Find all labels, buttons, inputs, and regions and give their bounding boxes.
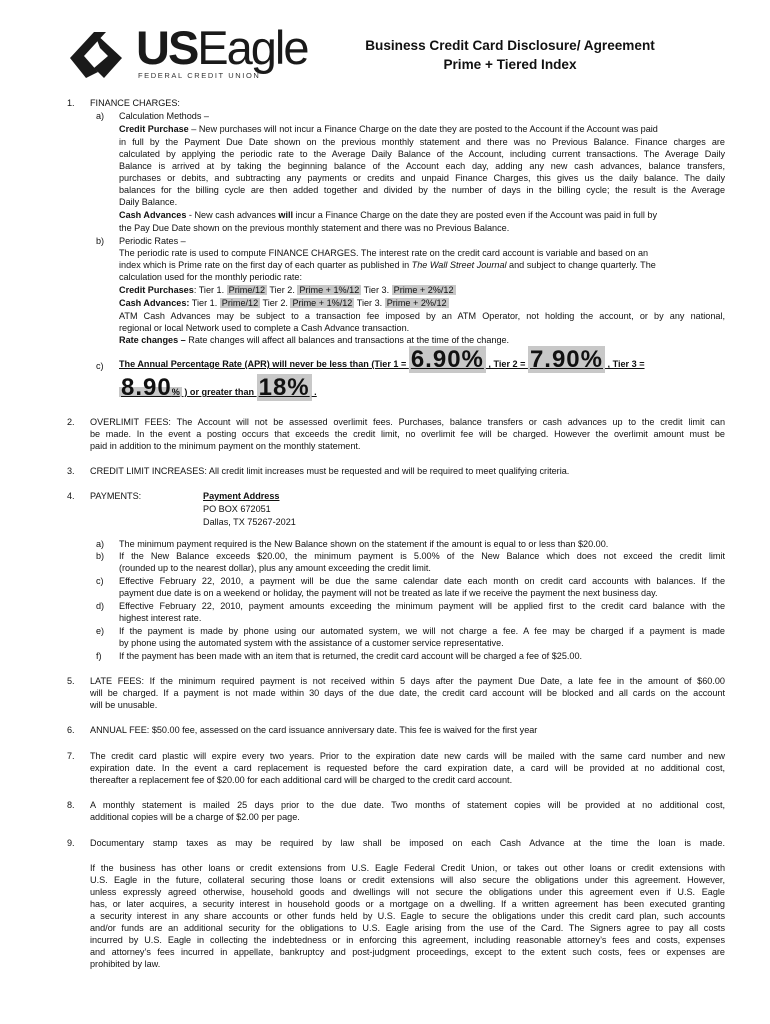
- publication-name: The Wall Street Journal: [411, 260, 507, 270]
- paragraph-line: be made. In the event a posting occurs that exceeds the credit limit, no overlimit fee will be charged. However the overlimit amount must be: [90, 429, 725, 439]
- paragraph-line: Documentary stamp taxes as may be required by law shall be imposed on each Cash Advance at the time the loan is made.: [90, 838, 725, 848]
- text-run: – New purchases will not incur a Finance Charge on the date they are posted to the Account if the Account was paid: [188, 124, 658, 134]
- paragraph-line: The periodic rate is used to compute FINANCE CHARGES. The interest rate on the credit card account is variable and based on an: [119, 248, 649, 258]
- cash-advances-rates: [119, 297, 449, 309]
- paragraph-line: If the New Balance exceeds $20.00, the minimum payment is 5.00% of the New Balance which does not exceed the credit limit: [119, 551, 725, 561]
- section-number: 7.: [67, 751, 75, 761]
- text-run: : Tier 1.: [193, 285, 227, 295]
- document-title: Business Credit Card Disclosure/ Agreement: [365, 38, 655, 53]
- text-run: The Annual Percentage Rate (APR) will never be less than (Tier 1 =: [119, 359, 409, 369]
- paragraph-line: expiration date. In the event a card replacement is requested before the card expiration date, a card will be provided at no additional cost,: [90, 763, 725, 773]
- apr-tier2-field: 7.90%: [529, 346, 603, 373]
- paragraph-line: paid in addition to the minimum payment on the monthly statement.: [90, 441, 361, 451]
- rate-changes-title: Rate changes –: [119, 335, 186, 345]
- section-number: 2.: [67, 417, 75, 427]
- paragraph-line: Effective February 22, 2010, a payment will be due the same calendar date each month on credit card accounts with balances. If the: [119, 576, 725, 586]
- item-label: f): [96, 651, 102, 661]
- rate-row-title: Cash Advances:: [119, 298, 190, 308]
- apr-tier1-field: 6.90%: [410, 346, 484, 373]
- text-run: , Tier 2 =: [485, 359, 528, 369]
- section-number: 5.: [67, 676, 75, 686]
- paragraph-line: prohibited by law.: [90, 959, 161, 969]
- paragraph-line: Effective February 22, 2010, payment amounts exceeding the minimum payment will be applied first to the credit card balance with the: [119, 601, 725, 611]
- cash-advances-title: Cash Advances: [119, 210, 187, 220]
- paragraph-line: (rounded up to the nearest dollar), plus any amount exceeding the credit limit.: [119, 563, 431, 573]
- eagle-mark-icon: [64, 24, 134, 84]
- paragraph-line: additional copies will be a charge of $2.00 per page.: [90, 812, 300, 822]
- payment-address-title: Payment Address: [203, 491, 280, 501]
- item-label: c): [96, 361, 104, 371]
- rate-value-field: Prime + 1%/12: [292, 298, 353, 308]
- address-line: Dallas, TX 75267-2021: [203, 517, 296, 527]
- item-label: b): [96, 551, 105, 561]
- paragraph-line: Balance is arrived at by taking the beginning balance of the Account each day, adding any new cash advances, balance transfers,: [119, 161, 725, 171]
- text-run: ) or greater than: [181, 387, 257, 397]
- apr-statement-cont: [119, 376, 317, 404]
- paragraph-line: a security interest in any share accounts or other funds held by U.S. Eagle to secure the obligations under this credit card plan, such accounts: [90, 911, 725, 921]
- rate-value-field: Prime + 1%/12: [299, 285, 360, 295]
- paragraph-line: in full by the Payment Due Date shown on the previous monthly statement and there was no Previous Balance. Finance charges are: [119, 137, 725, 147]
- paragraph-line: calculation used for the monthly periodic rate:: [119, 272, 302, 282]
- paragraph-line: The credit card plastic will expire every two years. Prior to the expiration date new cards will be mailed with the same card number and new: [90, 751, 725, 761]
- paragraph-line: and/or funds are an additional security for the obligations to U.S. Eagle arising from the use of the Card. The Signers agree to pay all costs: [90, 923, 725, 933]
- rate-value-field: Prime + 2%/12: [386, 298, 447, 308]
- text-run: index which is Prime rate on the first day of each quarter as published in: [119, 260, 412, 270]
- credit-purchase-title: Credit Purchase: [119, 124, 189, 134]
- paragraph-line: by phone using the automated system with the assistance of a customer service representative.: [119, 638, 504, 648]
- paragraph-line: the Pay Due Date shown on the previous monthly statement and there was no Previous Balance.: [119, 223, 510, 233]
- paragraph-line: payment due date is on a weekend or holiday, the payment will not be treated as late if we receive the payment the next business day.: [119, 588, 658, 598]
- paragraph-line: If the payment has been made with an item that is returned, the credit card account will be charged a fee of $25.00.: [119, 651, 583, 661]
- paragraph-line: CREDIT LIMIT INCREASES: All credit limit increases must be requested and will be required to meet qualifying criteria.: [90, 466, 570, 476]
- text-run: Tier 3.: [354, 298, 385, 308]
- subsection-title: Periodic Rates –: [119, 236, 186, 246]
- item-label: c): [96, 576, 104, 586]
- paragraph-line: regional or local Network used to complete a Cash Advance transaction.: [119, 323, 410, 333]
- rate-changes-line: [119, 334, 509, 346]
- text-run: Tier 1.: [189, 298, 220, 308]
- logo-subtitle: FEDERAL CREDIT UNION: [138, 71, 261, 80]
- paragraph-line: balances for the billing cycle are then added together and divided by the number of days in the billing cycle; the result is the Average: [119, 185, 725, 195]
- credit-purchases-rates: [119, 284, 456, 296]
- subsection-title: Calculation Methods –: [119, 111, 209, 121]
- paragraph-line: OVERLIMIT FEES: The Account will not be assessed overlimit fees. Purchases, balance transfers or cash advances up to the credit limit can: [90, 417, 725, 427]
- text-run: - New cash advances: [186, 210, 279, 220]
- us-eagle-logo: [64, 21, 308, 84]
- rate-value-field: Prime + 2%/12: [393, 285, 454, 295]
- paragraph-line: The minimum payment required is the New Balance shown on the statement if the amount is equal to or less than $20.00.: [119, 539, 609, 549]
- paragraph-line: A monthly statement is mailed 25 days prior to the due date. Two months of statement copies will be provided at no additional cost,: [90, 800, 725, 810]
- paragraph-line: and attorney’s fees incurred in appellate, bankruptcy and post-judgment proceedings, except to the extent such costs, fees or expenses are: [90, 947, 725, 957]
- paragraph-line: calculated by applying the periodic rate to the Average Daily Balance of the Account, including current transactions. The Average Daily: [119, 149, 725, 159]
- paragraph-line: will be charged. If a payment is not made within 30 days of the due date, the credit card account will be blocked and all cards on the account: [90, 688, 725, 698]
- section-number: 8.: [67, 800, 75, 810]
- text-run: Tier 2.: [267, 285, 298, 295]
- item-label: a): [96, 111, 105, 121]
- text-run: .: [311, 387, 317, 397]
- cash-advances-line: [119, 209, 657, 221]
- text-run: will: [278, 210, 294, 220]
- text-run: Rate changes will affect all balances and transactions at the time of the change.: [185, 335, 510, 345]
- rate-value-field: Prime/12: [228, 285, 266, 295]
- paragraph-line: If the business has other loans or credit extensions from U.S. Eagle Federal Credit Union, or takes out other loans or credit extensions with: [90, 863, 725, 873]
- paragraph-line: has, or later acquires, a security interest in household goods or a mortgage on a dwelling. If a written agreement has been executed granting: [90, 899, 725, 909]
- section-number: 4.: [67, 491, 75, 501]
- item-label: a): [96, 539, 105, 549]
- paragraph-line: [119, 259, 656, 271]
- credit-purchase-line: [119, 123, 725, 135]
- paragraph-line: LATE FEES: If the minimum required payment is not received within 5 days after the payment Due Date, a late fee in the amount of $60.00: [90, 676, 725, 686]
- apr-max-field: 18%: [258, 374, 310, 401]
- item-label: e): [96, 626, 105, 636]
- text-run: incur a Finance Charge on the date they are posted even if the Account was paid in full by: [293, 210, 658, 220]
- rate-row-title: Credit Purchases: [119, 285, 194, 295]
- text-run: %: [171, 387, 180, 397]
- item-label: b): [96, 236, 105, 246]
- paragraph-line: If the payment is made by phone using our automated system, we will not charge a fee. A fee may be charged if a payment is made: [119, 626, 725, 636]
- apr-tier3-field: 8.90: [121, 374, 172, 401]
- paragraph-line: will be unusable.: [90, 700, 158, 710]
- rate-value-field: Prime/12: [221, 298, 259, 308]
- paragraph-line: thereafter a replacement fee of $20.00 for each additional card will be charged to the credit card account.: [90, 775, 513, 785]
- document-subtitle: Prime + Tiered Index: [443, 57, 577, 72]
- paragraph-line: U.S. Eagle in the future, collateral securing those loans or credit extensions will also secure the obligations under this agreement. However,: [90, 875, 725, 885]
- paragraph-line: highest interest rate.: [119, 613, 202, 623]
- paragraph-line: unless expressly agreed otherwise, household goods and dwellings will not secure the obligations under this agreement even if U.S. Eagle: [90, 887, 725, 897]
- text-run: and subject to change quarterly. The: [506, 260, 656, 270]
- section-number: 3.: [67, 466, 75, 476]
- paragraph-line: purchases or debits, and subtracting any payments or credits and unpaid Finance Charges, this gives us the daily balance. The daily: [119, 173, 725, 183]
- section-number: 9.: [67, 838, 75, 848]
- paragraph-line: Daily Balance.: [119, 197, 178, 207]
- apr-statement: [119, 348, 645, 376]
- section-heading: FINANCE CHARGES:: [90, 98, 180, 108]
- section-heading: PAYMENTS:: [90, 491, 142, 501]
- section-number: 1.: [67, 98, 75, 108]
- text-run: Tier 2.: [260, 298, 291, 308]
- paragraph-line: ANNUAL FEE: $50.00 fee, assessed on the card issuance anniversary date. This fee is waived for the first year: [90, 725, 538, 735]
- section-number: 6.: [67, 725, 75, 735]
- text-run: Tier 3.: [361, 285, 392, 295]
- item-label: d): [96, 601, 105, 611]
- address-line: PO BOX 672051: [203, 504, 271, 514]
- paragraph-line: ATM Cash Advances may be subject to a transaction fee imposed by an ATM Operator, not holding the account, or by any national,: [119, 311, 725, 321]
- logo-wordmark: USEagle: [136, 21, 308, 74]
- text-run: , Tier 3 =: [605, 359, 645, 369]
- paragraph-line: incurred by U.S. Eagle in collecting the indebtedness or in enforcing this agreement, including reasonable attorney’s fees and costs, expenses: [90, 935, 725, 945]
